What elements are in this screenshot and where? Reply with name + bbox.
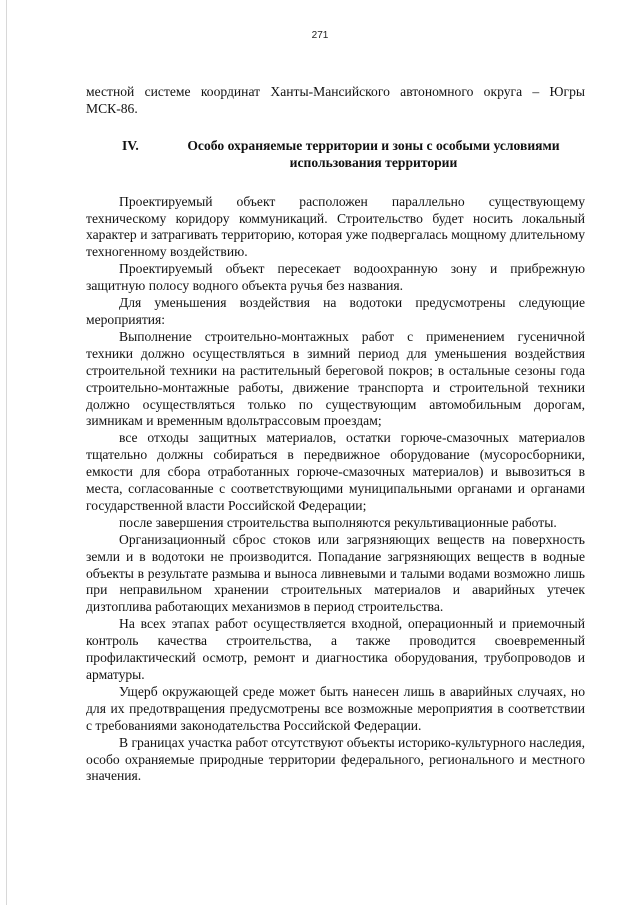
section-heading — [86, 138, 585, 172]
section-number: IV. — [122, 137, 139, 153]
paragraph: все отходы защитных материалов, остатки горюче-смазочных материалов тщательно должны собираться в передвижное оборудование (мусоросборники, емкости для сбора отработанных горюче-смазочных материалов) и вывозиться в места, согласованные с соответствующими муниципальными органами и органами государственной власти Российской Федерации; — [86, 430, 585, 513]
paragraph: Проектируемый объект расположен параллельно существующему техническому коридору коммуникаций. Строительство будет носить локальный характер и затрагивать территорию, которая уже подвергалась мощному длительному техногенному воздействию. — [86, 193, 585, 260]
paragraph: Организационный сброс стоков или загрязняющих веществ на поверхность земли и в водотоки не производится. Попадание загрязняющих веществ в водные объекты в результате размыва и выноса ливневыми и талыми водами возможно лишь при неправильном хранении строительных материалов и аварийных утечек дизтоплива работающих механизмов в период строительства. — [86, 531, 585, 615]
paragraph: Ущерб окружающей среде может быть нанесен лишь в аварийных случаях, но для их предотвращения предусмотрены все возможные мероприятия в соответствии с требованиями законодательства Российской Федерации. — [86, 683, 585, 733]
document-body — [86, 84, 585, 785]
intro-paragraph: местной системе координат Ханты-Мансийского автономного округа – Югры МСК-86. — [86, 84, 585, 116]
paragraph: Выполнение строительно-монтажных работ с применением гусеничной техники должно осуществляться в зимний период для уменьшения воздействия строительной техники на растительный береговой покров; в остальные сезоны года строительно-монтажные работы, движение транспорта и строительной техники должно осуществляться только по существующим автомобильным дорогам, зимникам и временным вдольтрассовым проездам; — [86, 328, 585, 429]
paragraph: На всех этапах работ осуществляется входной, операционный и приемочный контроль качества строительства, а также проводится своевременный профилактический осмотр, ремонт и диагностика оборудования, трубопроводов и арматуры. — [86, 616, 585, 682]
paragraph: В границах участка работ отсутствуют объекты историко-культурного наследия, особо охраняемые природные территории федерального, регионального и местного значения. — [86, 734, 585, 784]
paragraph: Для уменьшения воздействия на водотоки предусмотрены следующие мероприятия: — [86, 295, 585, 327]
paragraph: Проектируемый объект пересекает водоохранную зону и прибрежную защитную полосу водного объекта ручья без названия. — [86, 261, 585, 294]
page-number: 271 — [311, 30, 329, 41]
section-title: Особо охраняемые территории и зоны с особыми условиями использования территории — [187, 137, 560, 170]
scan-edge-line — [6, 0, 7, 905]
paragraph: после завершения строительства выполняются рекультивационные работы. — [119, 514, 557, 530]
